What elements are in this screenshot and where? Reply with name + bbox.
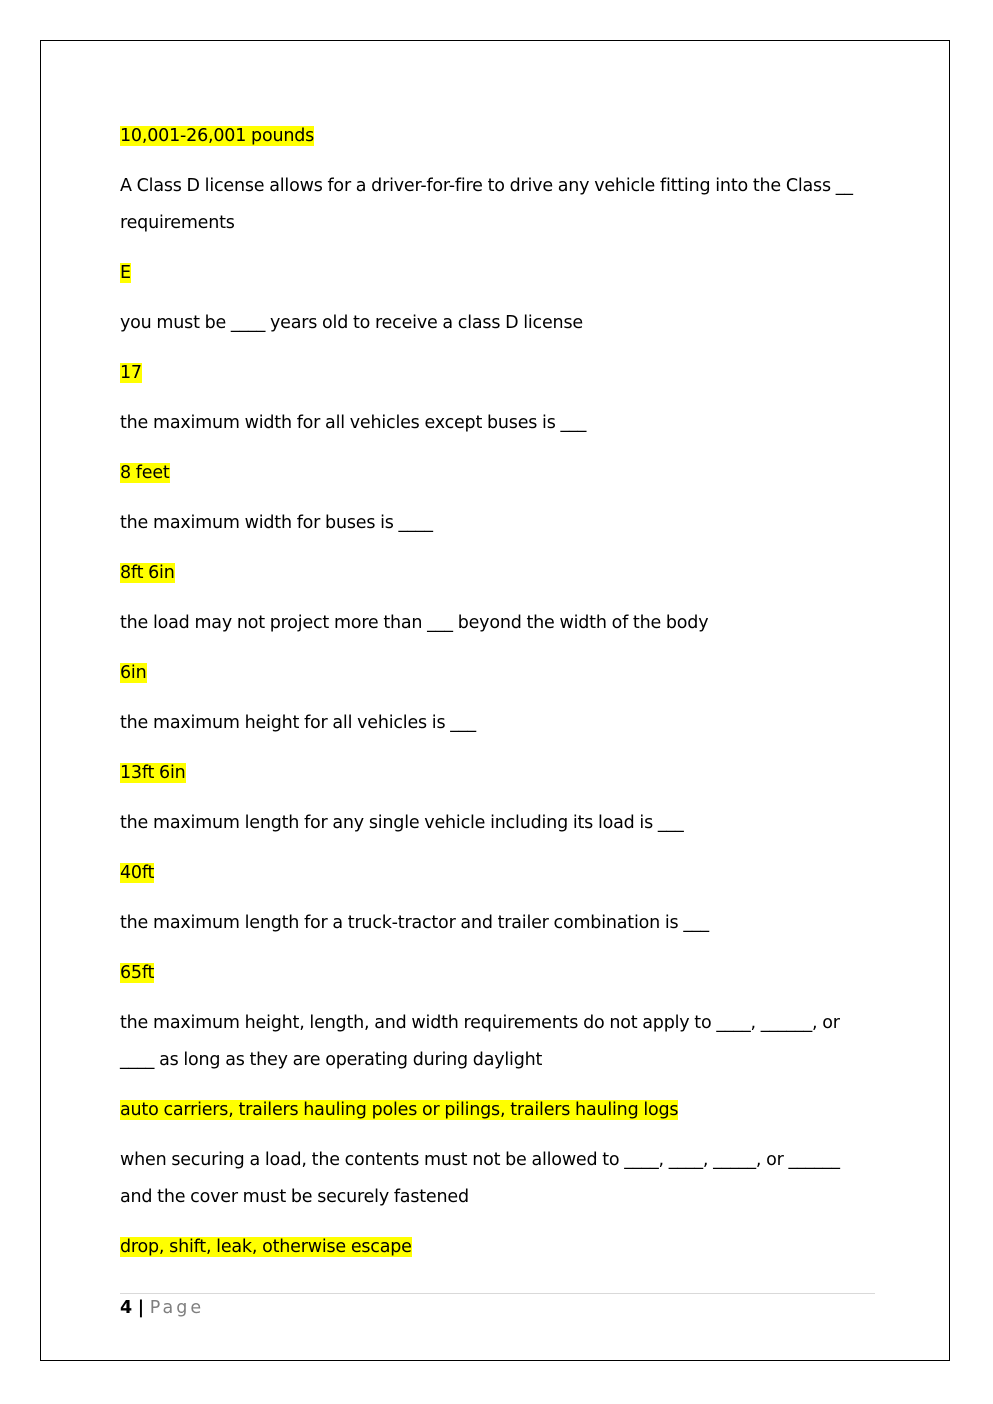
question-2: you must be ____ years old to receive a class D license	[120, 313, 583, 333]
answer-text: 65ft	[120, 963, 155, 983]
question-10: when securing a load, the contents must not be allowed to ____, ____, _____, or ______ and the cover must be securely fastened	[120, 1150, 840, 1207]
question-8: the maximum length for a truck-tractor and trailer combination is ___	[120, 913, 709, 933]
answer-10	[120, 1092, 875, 1129]
answer-4	[120, 455, 875, 492]
page-number: 4	[120, 1298, 133, 1318]
answer-8	[120, 855, 875, 892]
footer-divider	[120, 1293, 875, 1294]
page-label: Page	[149, 1298, 205, 1318]
answer-text: 10,001-26,001 pounds	[120, 126, 315, 146]
answer-text: 17	[120, 363, 142, 383]
question-3: the maximum width for all vehicles except buses is ___	[120, 413, 587, 433]
answer-text: 13ft 6in	[120, 763, 186, 783]
answer-11	[120, 1229, 875, 1266]
answer-text: 40ft	[120, 863, 155, 883]
page-footer	[120, 1296, 204, 1320]
document-body	[120, 118, 875, 1279]
answer-5	[120, 555, 875, 592]
answer-7	[120, 755, 875, 792]
answer-2	[120, 255, 875, 292]
answer-text: 8 feet	[120, 463, 170, 483]
question-4: the maximum width for buses is ____	[120, 513, 433, 533]
answer-text: 6in	[120, 663, 147, 683]
answer-1	[120, 118, 875, 155]
answer-text: auto carriers, trailers hauling poles or pilings, trailers hauling logs	[120, 1100, 679, 1120]
answer-9	[120, 955, 875, 992]
answer-3	[120, 355, 875, 392]
question-5: the load may not project more than ___ beyond the width of the body	[120, 613, 709, 633]
answer-text: 8ft 6in	[120, 563, 175, 583]
answer-text: drop, shift, leak, otherwise escape	[120, 1237, 412, 1257]
question-1: A Class D license allows for a driver-for-fire to drive any vehicle fitting into the Class __ requirements	[120, 176, 853, 233]
question-6: the maximum height for all vehicles is ___	[120, 713, 476, 733]
question-9: the maximum height, length, and width requirements do not apply to ____, ______, or ____ as long as they are operating during daylight	[120, 1013, 840, 1070]
answer-6	[120, 655, 875, 692]
footer-separator: |	[137, 1298, 145, 1318]
answer-text: E	[120, 263, 131, 283]
question-7: the maximum length for any single vehicle including its load is ___	[120, 813, 684, 833]
